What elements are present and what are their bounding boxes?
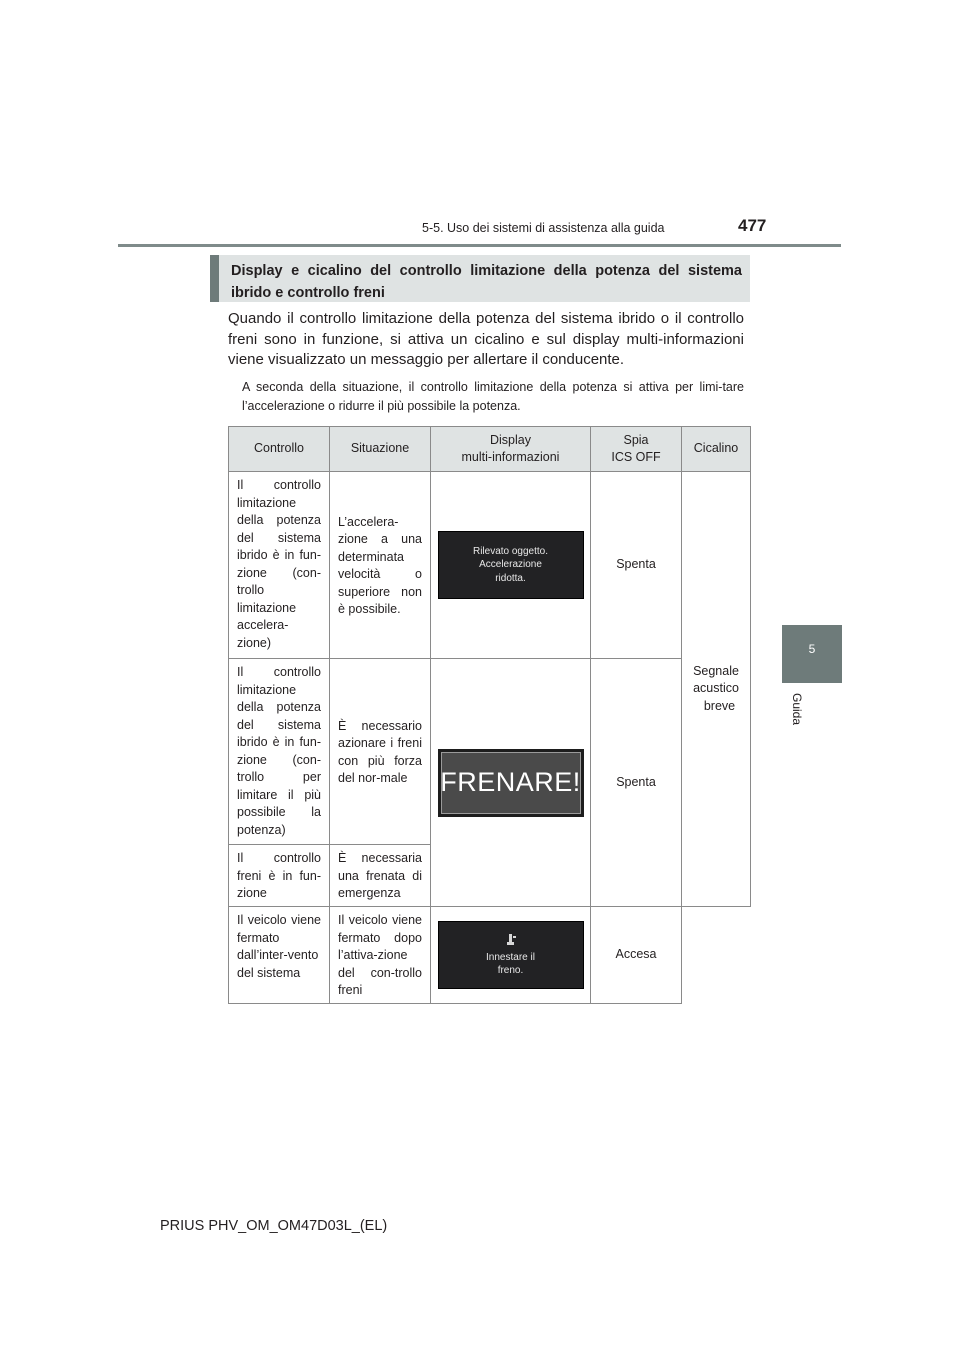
header-display: Display multi-informazioni: [431, 427, 591, 472]
chapter-tab-label: Guida: [790, 693, 804, 726]
display-message-apply-brake: Innestare il freno.: [438, 921, 584, 989]
cell-spia: Spenta: [591, 472, 682, 659]
cell-display: [431, 659, 591, 907]
header-controllo: Controllo: [229, 427, 330, 472]
body-paragraph: Quando il controllo limitazione della potenza del sistema ibrido o il controllo freni sono in funzione, si attiva un cicalino e sul display multi-informazioni viene visualizzato un messaggio per allertare il conducente.: [228, 310, 744, 368]
header-rule: [118, 244, 841, 247]
cell-spia: Spenta: [591, 659, 682, 907]
display-message-object-detected: Rilevato oggetto. Accelerazione ridotta.: [438, 531, 584, 599]
cell-display: [431, 907, 591, 1004]
cell-spia: Accesa: [591, 907, 682, 1004]
section-title: Display e cicalino del controllo limitazione della potenza del sistema ibrido e controllo freni: [210, 255, 750, 302]
section-header: 5-5. Uso dei sistemi di assistenza alla guida: [422, 221, 665, 235]
cell-cicalino: Segnale acustico breve: [682, 472, 751, 907]
cell-controllo: Il controllo limitazione della potenza del sistema ibrido è in fun-zione (con-trollo per limitare il più possibile la potenza): [229, 659, 330, 845]
cell-controllo: Il controllo limitazione della potenza del sistema ibrido è in fun-zione (con-trollo limitazione accelera-zione): [229, 472, 330, 659]
cell-situazione: È necessaria una frenata di emergenza: [330, 845, 431, 907]
cell-controllo: Il veicolo viene fermato dall’inter-vento del sistema: [229, 907, 330, 1004]
table-row: [229, 907, 751, 1004]
table-header-row: [229, 427, 751, 472]
brake-pedal-icon: [504, 933, 518, 947]
cell-display: [431, 472, 591, 659]
display-message-brake: FRENARE!: [438, 749, 584, 817]
cell-controllo: Il controllo freni è in fun-zione: [229, 845, 330, 907]
note-paragraph: A seconda della situazione, il controllo limitazione della potenza si attiva per limi-tare l’accelerazione o ridurre il più possibile la potenza.: [242, 380, 744, 413]
header-spia: Spia ICS OFF: [591, 427, 682, 472]
header-cicalino: Cicalino: [682, 427, 751, 472]
table-row: [229, 472, 751, 659]
chapter-tab: 5: [782, 625, 842, 683]
table-row: [229, 659, 751, 845]
header-situazione: Situazione: [330, 427, 431, 472]
cell-situazione: È necessario azionare i freni con più forza del nor-male: [330, 659, 431, 845]
footer-code: PRIUS PHV_OM_OM47D03L_(EL): [160, 1218, 388, 1234]
cell-situazione: L’accelera-zione a una determinata velocità o superiore non è possibile.: [330, 472, 431, 659]
cell-situazione: Il veicolo viene fermato dopo l’attiva-zione del con-trollo freni: [330, 907, 431, 1004]
warning-table: [228, 426, 751, 1004]
page-number: 477: [738, 216, 767, 235]
